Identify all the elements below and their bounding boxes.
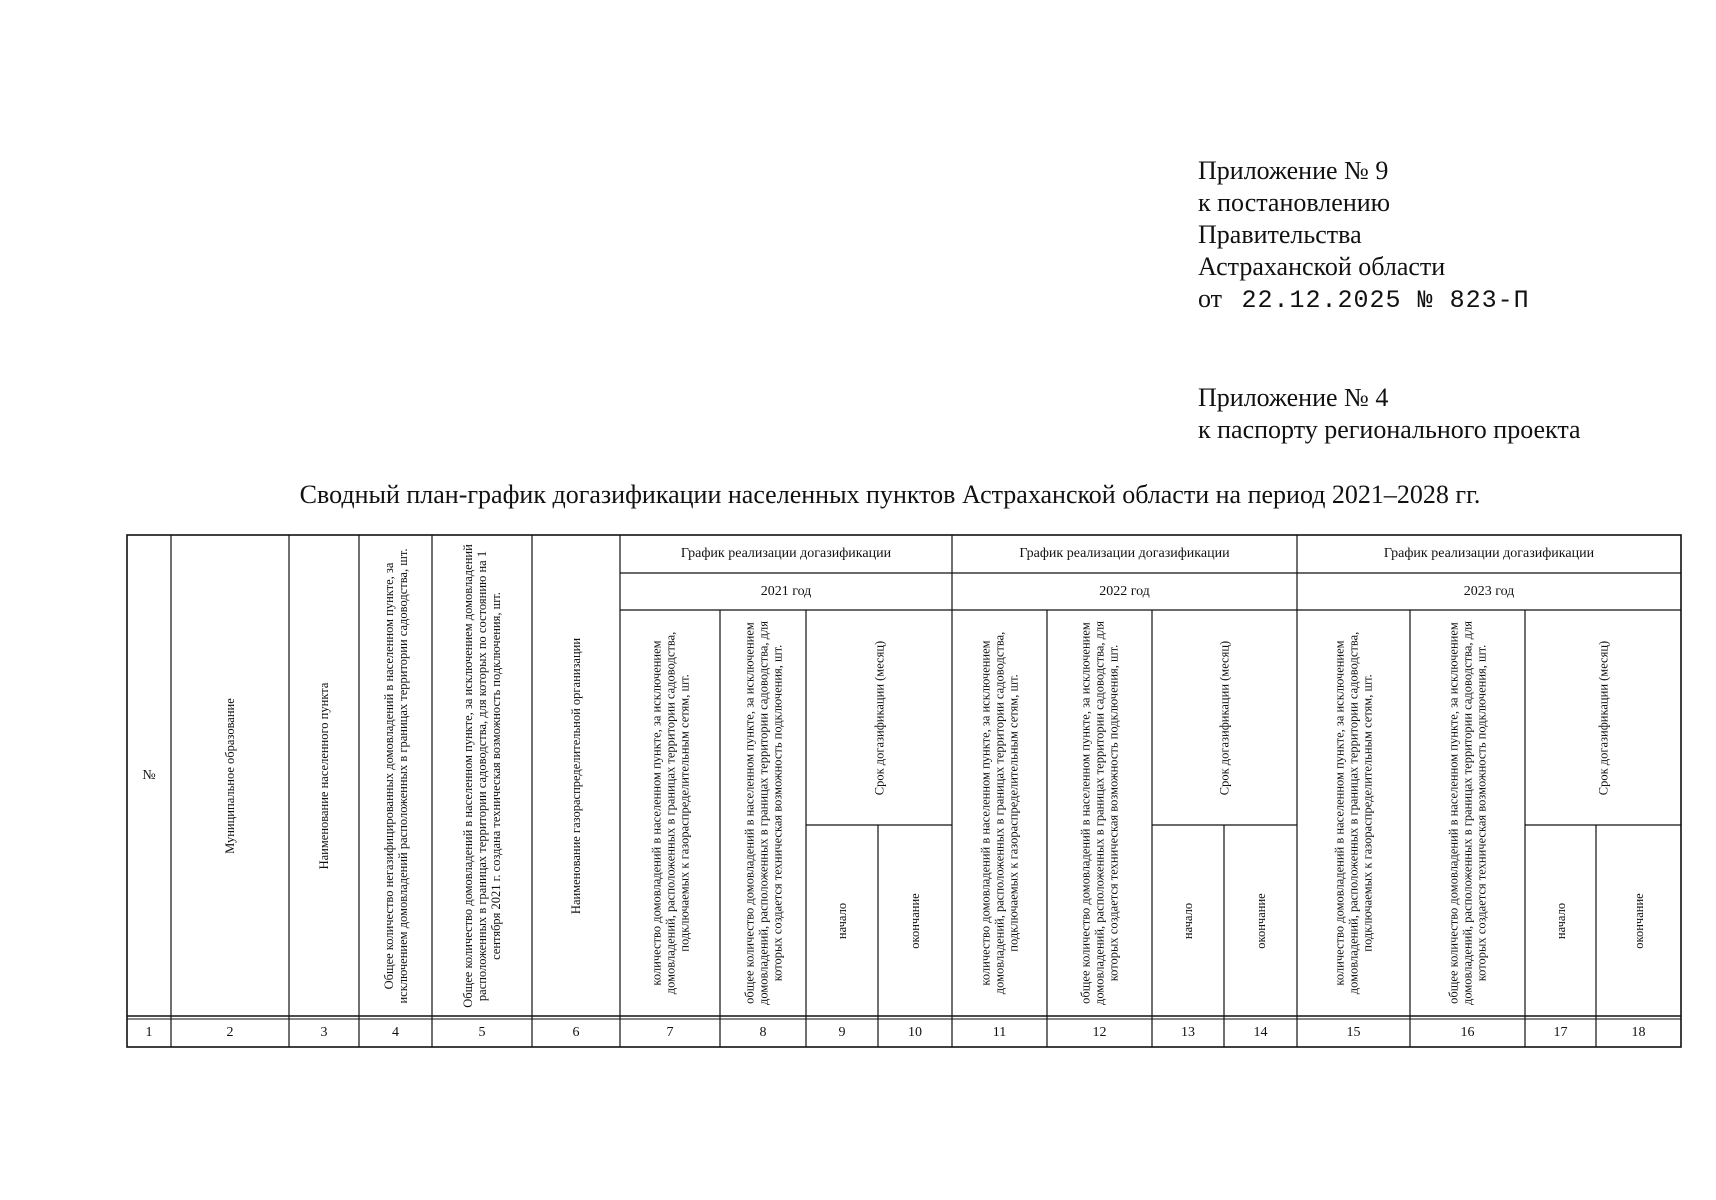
sub-header-term-2021: Срок догазификации (месяц) [872,640,886,795]
col-number: 8 [759,1025,767,1040]
document-title: Сводный план-график догазификации населенных пунктов Астраханской области на период 2021–2028 гг. [299,480,1481,509]
col-header-gas-org: Наименование газораспределительной организации [569,637,583,914]
year-2023: 2023 год [1463,583,1515,599]
sub-header-term-2023: Срок догазификации (месяц) [1596,640,1610,795]
appendix-9-line-2: к постановлению [1198,188,1391,217]
appendix-9-line-3: Правительства [1198,220,1362,249]
col-number: 1 [145,1025,153,1040]
sub-header-count-2022: количество домовладений в населенном пункте, за исключением домовладений, расположенных в границах территории садоводства, подключаемых к газораспределительным сетям, шт. [978,631,1021,995]
sub-header-end-2023: окончание [1631,892,1646,949]
col-header-settlement: Наименование населенного пункта [317,682,331,869]
sub-header-total-2023: общее количество домовладений в населенном пункте, за исключением домовладений, расположенных в границах территории садоводства, для которых создается техническая возможность подключения, шт. [1446,621,1489,1006]
col-number: 12 [1092,1025,1107,1040]
col-number: 5 [478,1025,486,1040]
sub-header-term-2022: Срок догазификации (месяц) [1217,640,1232,795]
group-label-2023: График реализации догазификации [1383,546,1595,561]
col-number: 10 [908,1025,922,1040]
col-header-total-ungasified: Общее количество негазифицированных домовладений в населенном пункте, за исключением домовладений расположенных в границах территории садоводства, шт. [381,547,410,1004]
sub-header-count-2021: количество домовладений в населенном пункте, за исключением домовладений, расположенных в границах территории садоводства, подключаемых к газораспределительным сетям, шт. [649,631,691,995]
col-number: 9 [838,1025,846,1040]
col-number: 7 [666,1025,674,1040]
col-header-municipality: Муниципальное образование [223,697,237,854]
sub-header-start-2022: начало [1181,902,1195,939]
group-label-2021: График реализации догазификации [680,546,892,561]
decree-date-number: 22.12.2025 № 823-П [1241,286,1530,315]
col-number: 2 [226,1025,234,1040]
appendix-4-line-2: к паспорту регионального проекта [1198,415,1581,444]
date-prefix: от [1198,284,1223,313]
year-2022: 2022 год [1099,583,1150,599]
appendix-9-line-1: Приложение № 9 [1198,156,1389,185]
col-header-number: № [142,767,156,783]
col-number: 17 [1553,1025,1568,1040]
col-number: 14 [1253,1025,1268,1040]
group-label-2022: График реализации догазификации [1019,546,1230,561]
col-number: 11 [992,1025,1007,1040]
sub-header-start-2023: начало [1553,902,1568,939]
col-number: 15 [1346,1025,1361,1040]
col-number: 4 [392,1025,399,1040]
col-number: 16 [1460,1025,1475,1040]
col-number: 13 [1181,1025,1195,1040]
sub-header-total-2021: общее количество домовладений в населенном пункте, за исключением домовладений, расположенных в границах территории садоводства, для которых создается техническая возможность подключения, шт. [742,621,784,1006]
col-number: 18 [1631,1025,1646,1040]
sub-header-count-2023: количество домовладений в населенном пункте, за исключением домовладений, расположенных в границах территории садоводства, подключаемых к газораспределительным сетям, шт. [1332,631,1375,995]
col-header-total-technical-possibility: Общее количество домовладений в населенном пункте, за исключением домовладений расположенных в границах территории садоводства, для которых по состоянию на 1 сентября 2021 г. создана техническая возможность подключения, шт. [461,543,503,1008]
year-2021: 2021 год [760,583,812,599]
appendix-9-line-4: Астраханской области [1198,252,1446,281]
col-number: 3 [320,1025,328,1040]
sub-header-end-2021: окончание [908,892,922,949]
sub-header-start-2021: начало [835,902,849,939]
sub-header-total-2022: общее количество домовладений в населенном пункте, за исключением домовладений, расположенных в границах территории садоводства, для которых создается техническая возможность подключения, шт. [1078,621,1121,1006]
sub-header-end-2022: окончание [1253,892,1268,949]
col-number: 6 [572,1025,580,1040]
appendix-4-line-1: Приложение № 4 [1198,383,1389,412]
